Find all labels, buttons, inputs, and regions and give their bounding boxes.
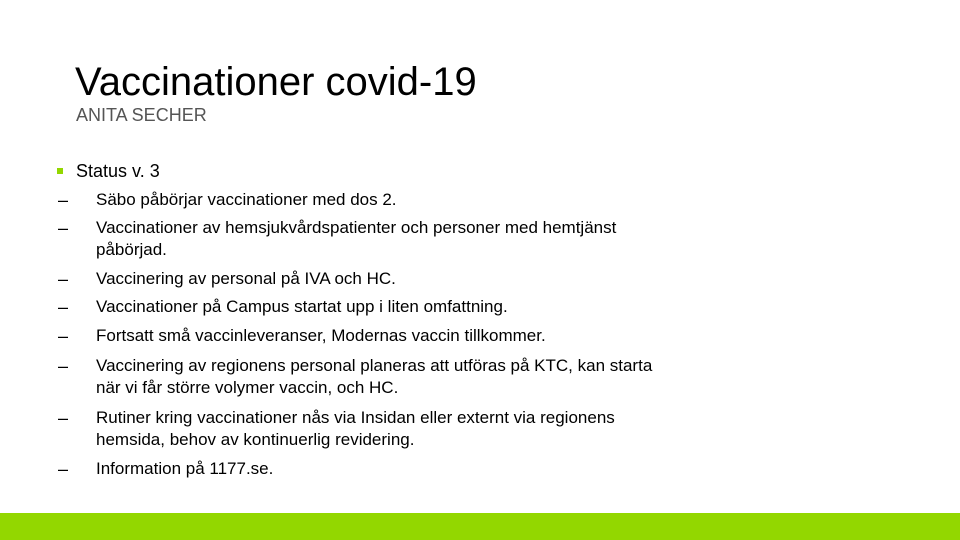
dash-bullet-icon: –	[58, 269, 69, 289]
dash-bullet-icon: –	[58, 297, 69, 317]
slide-title: Vaccinationer covid-19	[75, 60, 477, 104]
dash-bullet-icon: –	[58, 190, 69, 210]
bottom-accent-bar	[0, 513, 960, 540]
list-item-text: Säbo påbörjar vaccinationer med dos 2.	[96, 190, 397, 209]
dash-bullet-icon: –	[58, 356, 69, 376]
list-item-text: Vaccinationer på Campus startat upp i liten omfattning.	[96, 297, 508, 316]
dash-bullet-icon: –	[58, 459, 69, 479]
slide-subtitle: ANITA SECHER	[76, 105, 207, 125]
dash-bullet-icon: –	[58, 218, 69, 238]
square-bullet-icon	[57, 168, 63, 174]
dash-bullet-icon: –	[58, 326, 69, 346]
list-item-text: Information på 1177.se.	[96, 459, 274, 478]
dash-bullet-icon: –	[58, 408, 69, 428]
list-item-text: Rutiner kring vaccinationer nås via Insidan eller externt via regionens hemsida, behov av kontinuerlig revidering.	[96, 408, 615, 449]
list-item-text: Vaccinering av personal på IVA och HC.	[96, 269, 396, 288]
main-bullet-text: Status v. 3	[76, 161, 160, 181]
main-bullet	[57, 159, 160, 183]
list-item-text: Fortsatt små vaccinleveranser, Modernas vaccin tillkommer.	[96, 326, 546, 345]
list-item-text: Vaccinationer av hemsjukvårdspatienter och personer med hemtjänst påbörjad.	[96, 218, 617, 259]
list-item-text: Vaccinering av regionens personal planeras att utföras på KTC, kan starta när vi får större volymer vaccin, och HC.	[96, 356, 653, 397]
